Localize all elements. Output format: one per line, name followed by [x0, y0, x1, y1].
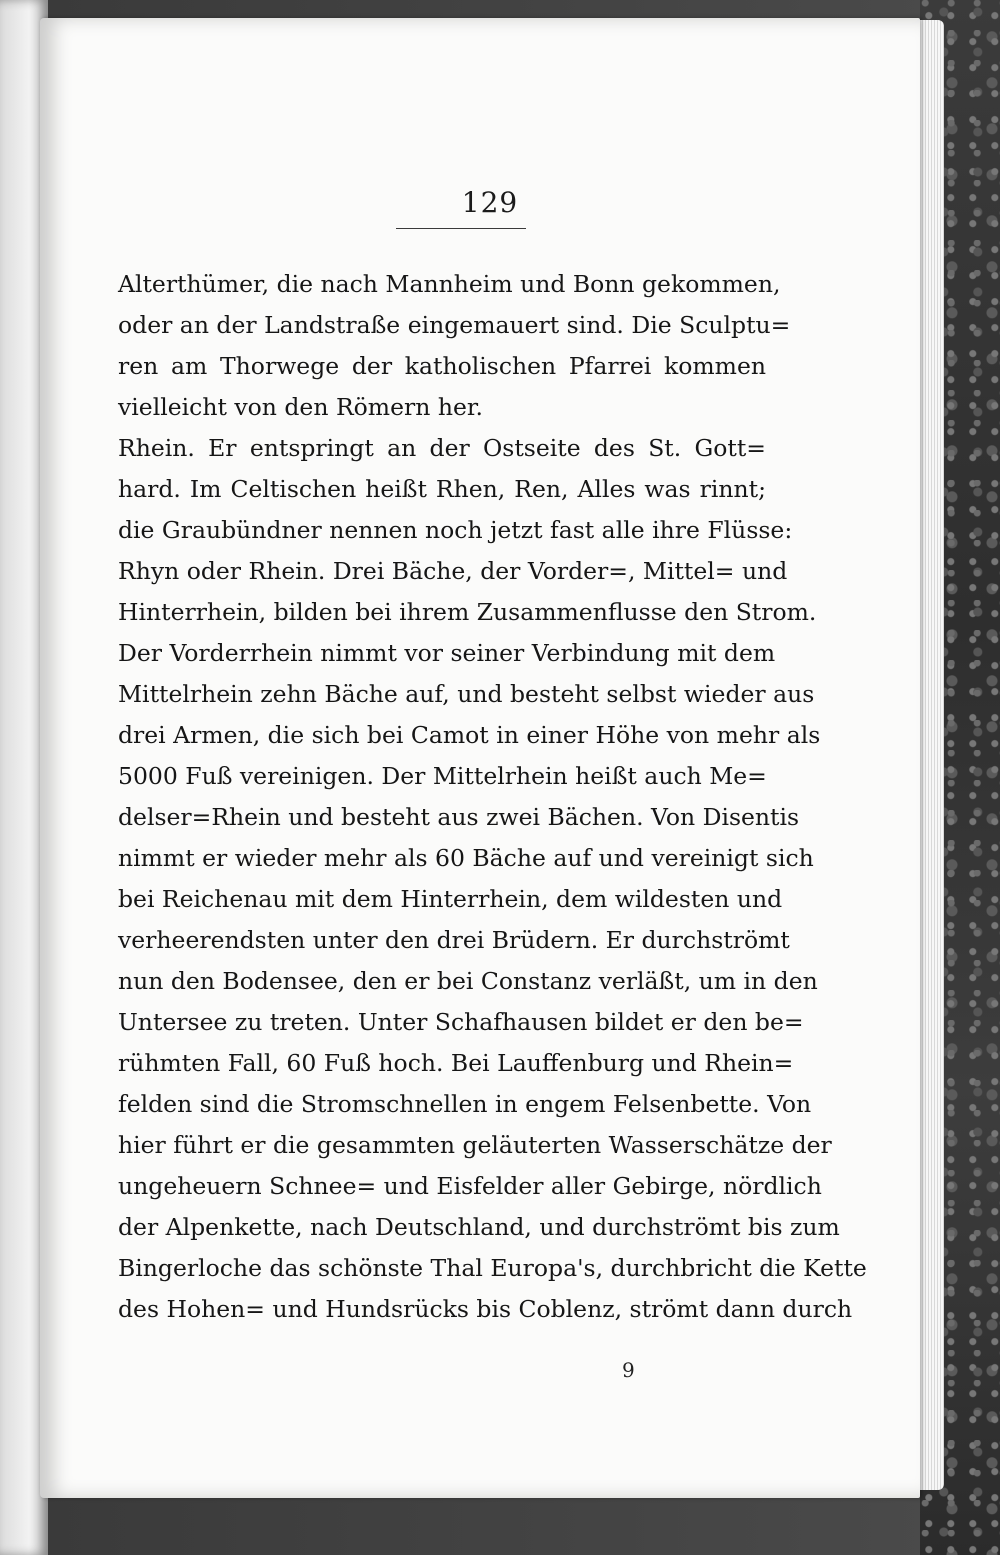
- body-text: [118, 264, 867, 1330]
- signature-mark: 9: [622, 1358, 635, 1382]
- book-page: [40, 18, 920, 1498]
- text-line: Mittelrhein zehn Bäche auf, und besteht selbst wieder aus: [118, 680, 815, 708]
- text-line: bei Reichenau mit dem Hinterrhein, dem wildesten und: [118, 885, 783, 913]
- text-line: Hinterrhein, bilden bei ihrem Zusammenflusse den Strom.: [118, 598, 817, 626]
- text-line: Rhyn oder Rhein. Drei Bäche, der Vorder=, Mittel= und: [118, 557, 788, 585]
- text-line: ren am Thorwege der katholischen Pfarrei kommen: [118, 352, 766, 380]
- text-line: Der Vorderrhein nimmt vor seiner Verbindung mit dem: [118, 639, 776, 667]
- text-line: der Alpenkette, nach Deutschland, und durchströmt bis zum: [118, 1213, 840, 1241]
- text-line: verheerendsten unter den drei Brüdern. Er durchströmt: [118, 926, 790, 954]
- text-line: Rhein. Er entspringt an der Ostseite des St. Gott=: [118, 434, 766, 462]
- text-line: die Graubündner nennen noch jetzt fast alle ihre Flüsse:: [118, 516, 793, 544]
- page-number: 129: [461, 186, 519, 219]
- text-line: nimmt er wieder mehr als 60 Bäche auf und vereinigt sich: [118, 844, 814, 872]
- text-line: drei Armen, die sich bei Camot in einer Höhe von mehr als: [118, 721, 821, 749]
- text-line: 5000 Fuß vereinigen. Der Mittelrhein heißt auch Me=: [118, 762, 767, 790]
- text-line: delser=Rhein und besteht aus zwei Bächen. Von Disentis: [118, 803, 800, 831]
- text-line: Bingerloche das schönste Thal Europa's, durchbricht die Kette: [118, 1254, 867, 1282]
- text-line: hard. Im Celtischen heißt Rhen, Ren, Alles was rinnt;: [118, 475, 766, 503]
- header-rule: [396, 228, 526, 229]
- text-line: Untersee zu treten. Unter Schafhausen bildet er den be=: [118, 1008, 804, 1036]
- text-line: Alterthümer, die nach Mannheim und Bonn gekommen,: [118, 270, 781, 298]
- text-line: vielleicht von den Römern her.: [118, 393, 483, 421]
- text-line: felden sind die Stromschnellen in engem Felsenbette. Von: [118, 1090, 812, 1118]
- text-line: hier führt er die gesammten geläuterten Wasserschätze der: [118, 1131, 832, 1159]
- text-line: oder an der Landstraße eingemauert sind. Die Sculptu=: [118, 311, 791, 339]
- text-line: rühmten Fall, 60 Fuß hoch. Bei Lauffenburg und Rhein=: [118, 1049, 794, 1077]
- text-line: nun den Bodensee, den er bei Constanz verläßt, um in den: [118, 967, 818, 995]
- text-line: ungeheuern Schnee= und Eisfelder aller Gebirge, nördlich: [118, 1172, 822, 1200]
- text-line: des Hohen= und Hundsrücks bis Coblenz, strömt dann durch: [118, 1295, 853, 1323]
